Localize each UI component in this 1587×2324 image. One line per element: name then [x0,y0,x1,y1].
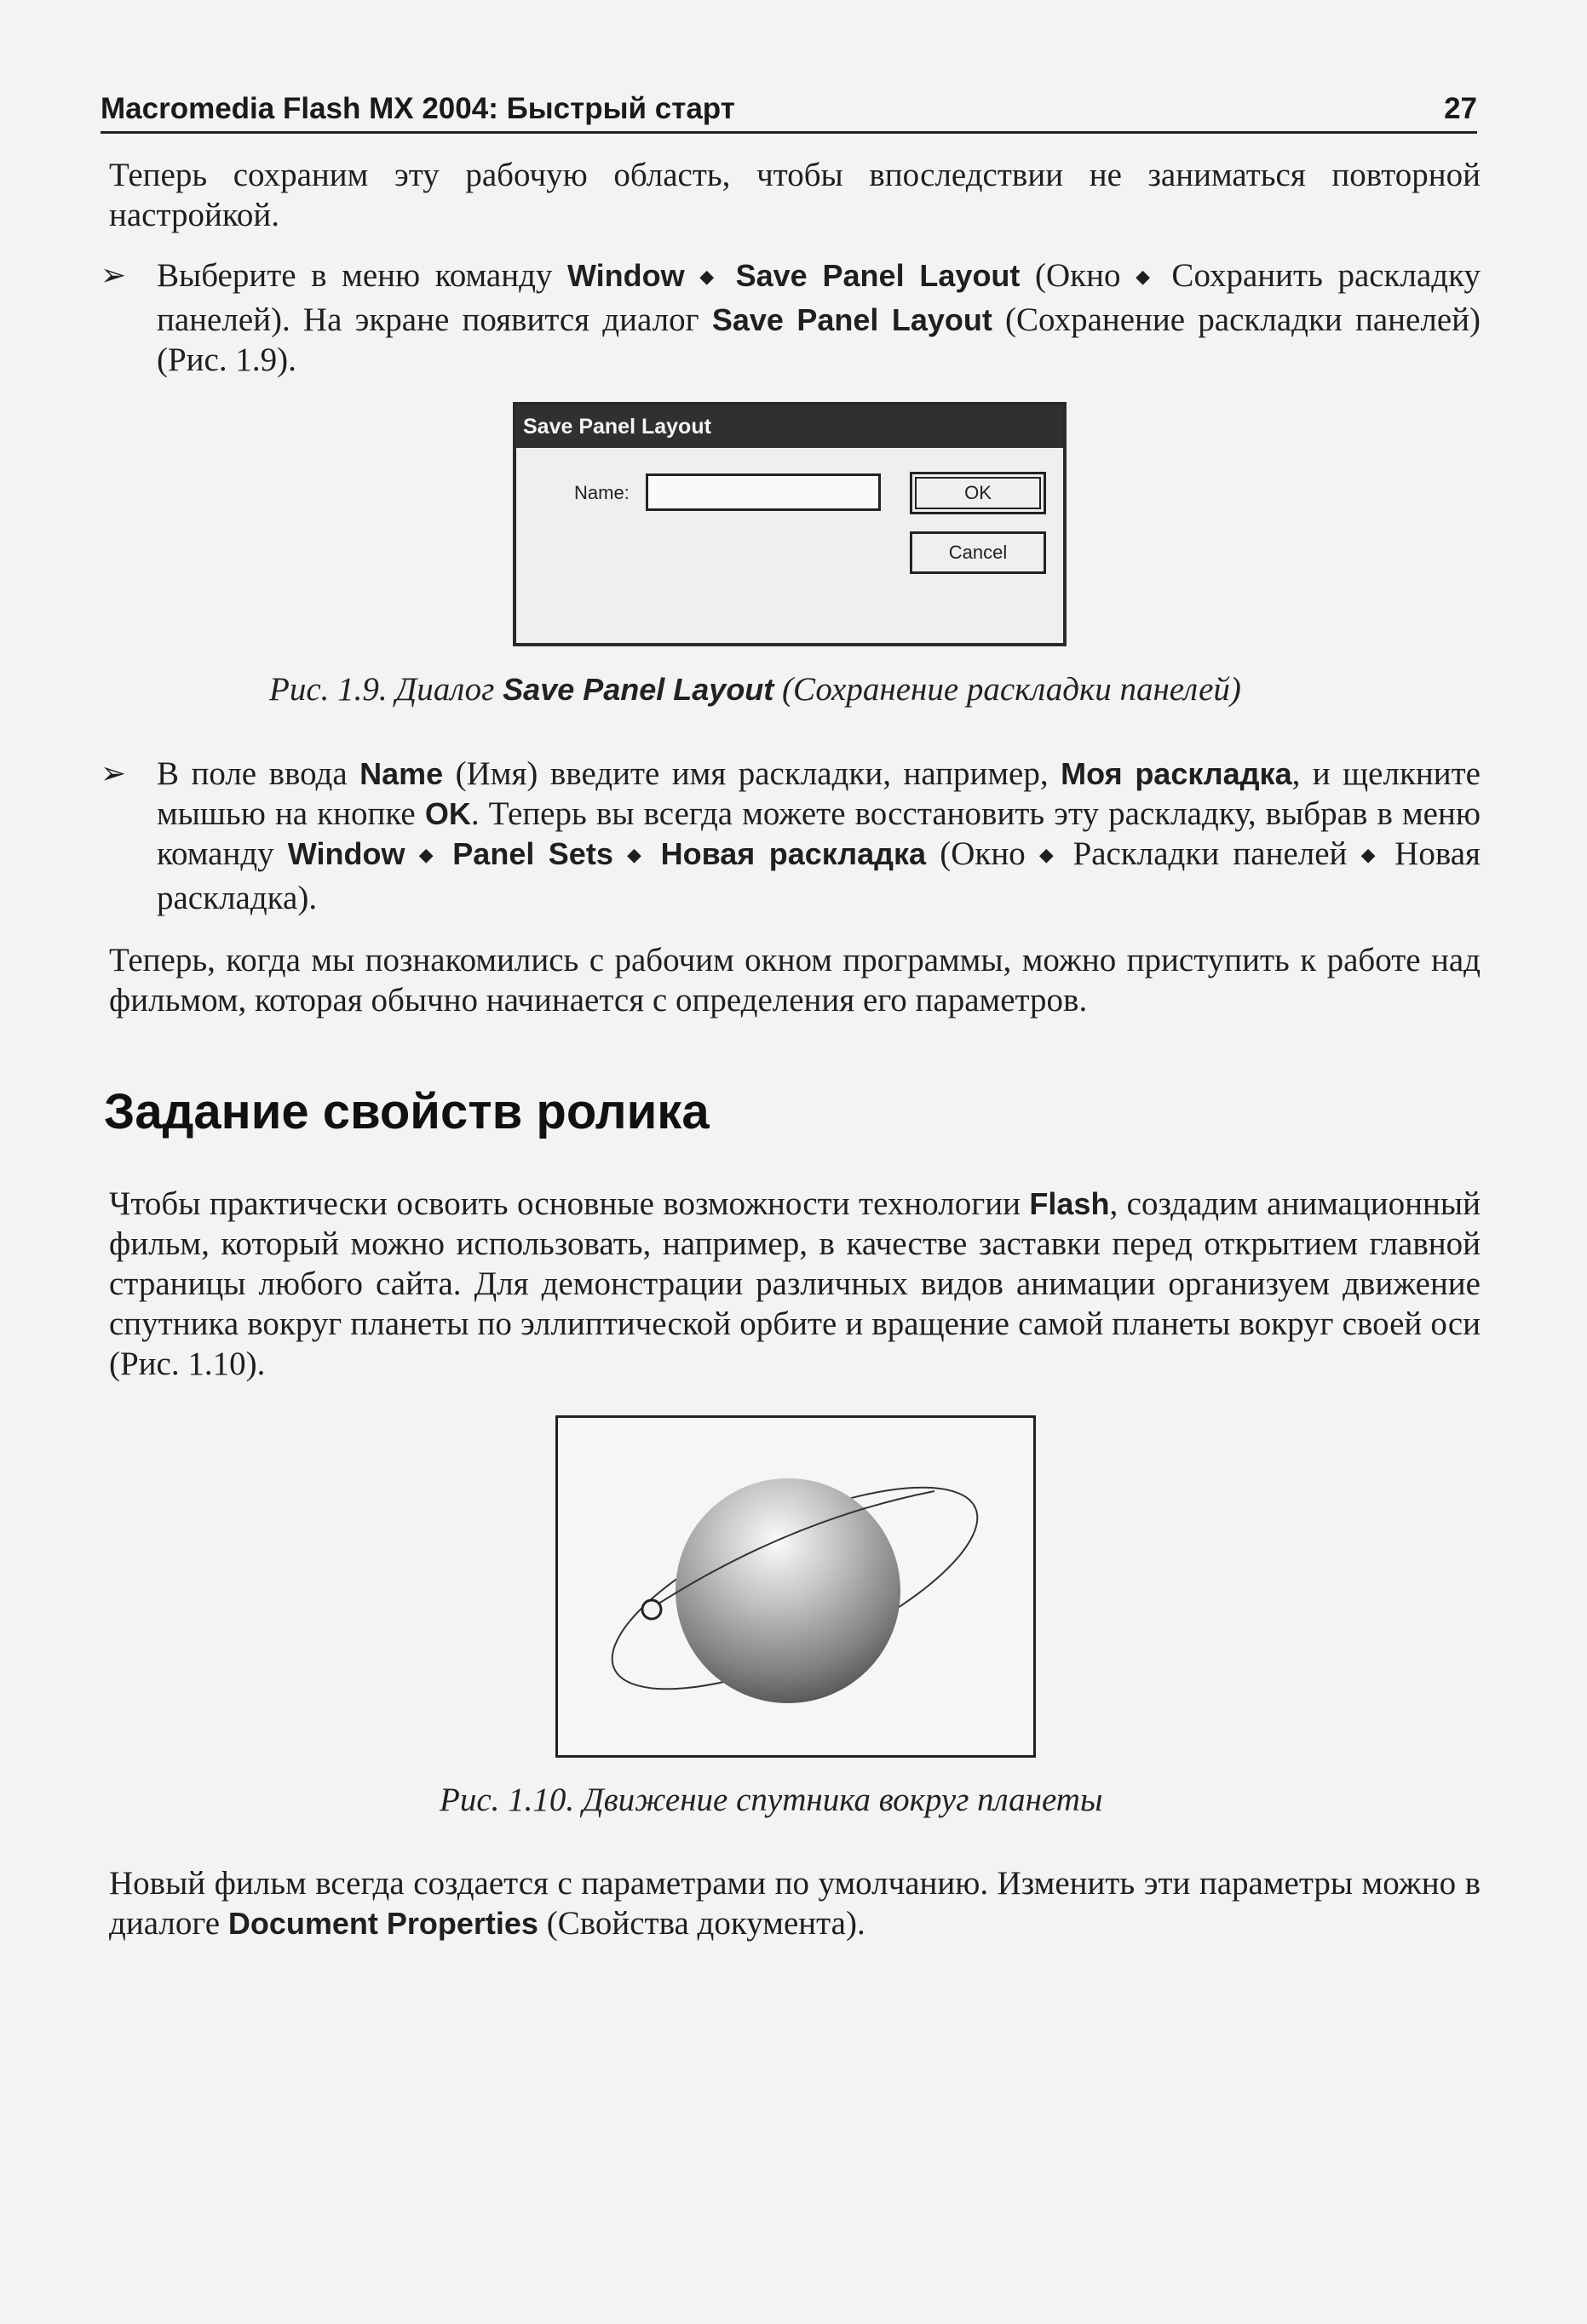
bullet-save-layout [101,255,1481,380]
bullet-enter-name-text: В поле ввода Name (Имя) введите имя раскладки, например, Моя раскладка, и щелкните мышью на кнопке OK. Теперь вы всегда можете восстановить эту раскладку, выбрав в меню команду Window ◆ Panel Sets ◆ Новая раскладка (Окно ◆ Раскладки панелей ◆ Новая раскладка). [157,755,1481,916]
bullet-arrow-icon: ➢ [101,756,127,790]
figure-caption-1-10: Рис. 1.10. Движение спутника вокруг планеты [440,1782,1103,1818]
satellite [642,1600,661,1619]
section-heading: Задание свойств ролика [104,1084,710,1139]
planet-orbit-illustration [558,1418,1033,1755]
diamond-separator: ◆ [1360,844,1381,865]
paragraph-document-properties: Новый фильм всегда создается с параметрами по умолчанию. Изменить эти параметры можно в диалоге Document Properties (Свойства документа). [109,1865,1481,1942]
paragraph-intro: Теперь сохраним эту рабочую область, чтобы впоследствии не заниматься повторной настройкой. [109,157,1481,233]
page-number: 27 [1444,92,1477,125]
name-label: Name: [574,482,630,503]
bullet-save-layout-text: Выберите в меню команду Window ◆ Save Panel Layout (Окно ◆ Сохранить раскладку панелей). На экране появится диалог Save Panel Layout (Сохранение раскладки панелей) (Рис. 1.9). [157,257,1481,378]
cancel-button[interactable]: Cancel [910,531,1046,574]
figure-caption-1-9: Рис. 1.9. Диалог Save Panel Layout (Сохранение раскладки панелей) [269,671,1241,708]
bullet-arrow-icon: ➢ [101,258,127,292]
diamond-separator: ◆ [627,844,647,865]
planet-orbit-figure [555,1415,1036,1758]
paragraph-animation-intro: Чтобы практически освоить основные возможности технологии Flash, создадим анимационный фильм, который можно использовать, например, в качестве заставки перед открытием главной страницы любого сайта. Для демонстрации различных видов анимации организуем движение спутника вокруг планеты по эллиптической орбите и вращение самой планеты вокруг своей оси (Рис. 1.10). [109,1185,1481,1382]
bullet-enter-name [101,754,1481,918]
name-input[interactable] [646,473,881,511]
dialog-title-bar: Save Panel Layout [516,405,1063,448]
diamond-separator: ◆ [1038,844,1060,865]
running-header [101,89,1477,134]
planet [676,1478,900,1703]
ok-button[interactable]: OK [910,472,1046,514]
paragraph-transition: Теперь, когда мы познакомились с рабочим окном программы, можно приступить к работе над фильмом, которая обычно начинается с определения его параметров. [109,942,1481,1019]
menu-save-panel-layout: Save Panel Layout [735,258,1021,293]
save-panel-layout-dialog [513,402,1067,646]
running-header-title: Macromedia Flash MX 2004: Быстрый старт [101,92,735,125]
diamond-separator: ◆ [699,266,722,287]
diamond-separator: ◆ [418,844,440,865]
menu-window: Window [567,258,685,293]
dialog-name-ref: Save Panel Layout [711,302,992,337]
diamond-separator: ◆ [1136,266,1157,287]
